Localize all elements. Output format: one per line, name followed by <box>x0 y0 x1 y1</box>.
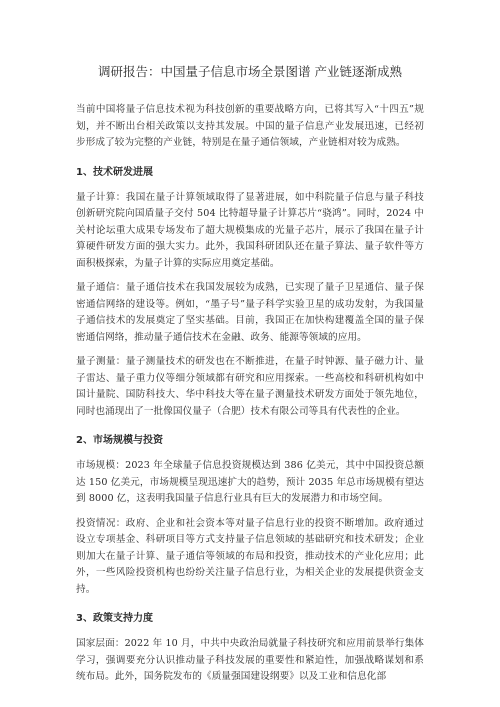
paragraph-market-size: 市场规模：2023 年全球量子信息投资规模达到 386 亿美元，其中中国投资总额达 150 亿美元，市场规模呈现迅速扩大的趋势，预计 2035 年总市场规模有望达到 8000 亿，这表明我国量子信息行业具有巨大的发展潜力和市场空间。 <box>76 460 424 505</box>
paragraph-national-level: 国家层面：2022 年 10 月，中共中央政治局就量子科技研究和应用前景举行集体学习，强调要充分认识推动量子科技发展的重要性和紧迫性，加强战略谋划和系统布局。此外，国务院发布的《质量强国建设纲要》以及工业和信息化部 <box>76 638 424 683</box>
paragraph-investment: 投资情况：政府、企业和社会资本等对量子信息行业的投资不断增加。政府通过设立专项基金、科研项目等方式支持量子信息领域的基础研究和技术研发；企业则加大在量子计算、量子通信等领域的布局和投资，推动技术的产业化应用；此外，一些风险投资机构也纷纷关注量子信息行业，为相关企业的发展提供资金支持。 <box>76 517 424 595</box>
section-market-investment <box>76 434 424 598</box>
paragraph-quantum-computing: 量子计算：我国在量子计算领域取得了显著进展，如中科院量子信息与量子科技创新研究院向国盾量子交付 504 比特超导量子计算芯片“骁鸿”。同时，2024 中关村论坛重大成果专场发布了超大规模集成的光量子芯片，展示了我国在量子计算硬件研发方面的强大实力。此外，我国科研团队还在量子算法、量子软件等方面积极探索，为量子计算的实际应用奠定基础。 <box>76 191 424 269</box>
section-tech-progress <box>76 166 424 421</box>
section-heading: 2、市场规模与投资 <box>76 435 163 447</box>
document-title: 调研报告：中国量子信息市场全景图谱 产业链逐渐成熟 <box>98 64 402 79</box>
section-heading: 1、技术研发进展 <box>76 166 153 178</box>
paragraph-quantum-measurement: 量子测量：量子测量技术的研发也在不断推进，在量子时钟源、量子磁力计、量子雷达、量子重力仪等细分领域都有研究和应用探索。一些高校和科研机构如中国计量院、国防科技大、华中科技大等在量子测量技术研发方面处于领先地位，同时也涌现出了一批像国仪量子（合肥）技术有限公司等具有代表性的企业。 <box>76 356 424 417</box>
intro-paragraph: 当前中国将量子信息技术视为科技创新的重要战略方向，已将其写入“十四五”规划，并不断出台相关政策以支持其发展。中国的量子信息产业发展迅速，已经初步形成了较为完整的产业链，特别是在量子通信领域，产业链相对较为成熟。 <box>76 104 424 149</box>
section-heading: 3、政策支持力度 <box>76 613 153 625</box>
section-policy-support <box>76 612 424 686</box>
paragraph-quantum-communication: 量子通信：量子通信技术在我国发展较为成熟，已实现了量子卫星通信、量子保密通信网络的建设等。例如，“墨子号”量子科学实验卫星的成功发射，为我国量子通信技术的发展奠定了坚实基础。目前，我国正在加快构建覆盖全国的量子保密通信网络，推动量子通信技术在金融、政务、能源等领域的应用。 <box>76 282 424 343</box>
